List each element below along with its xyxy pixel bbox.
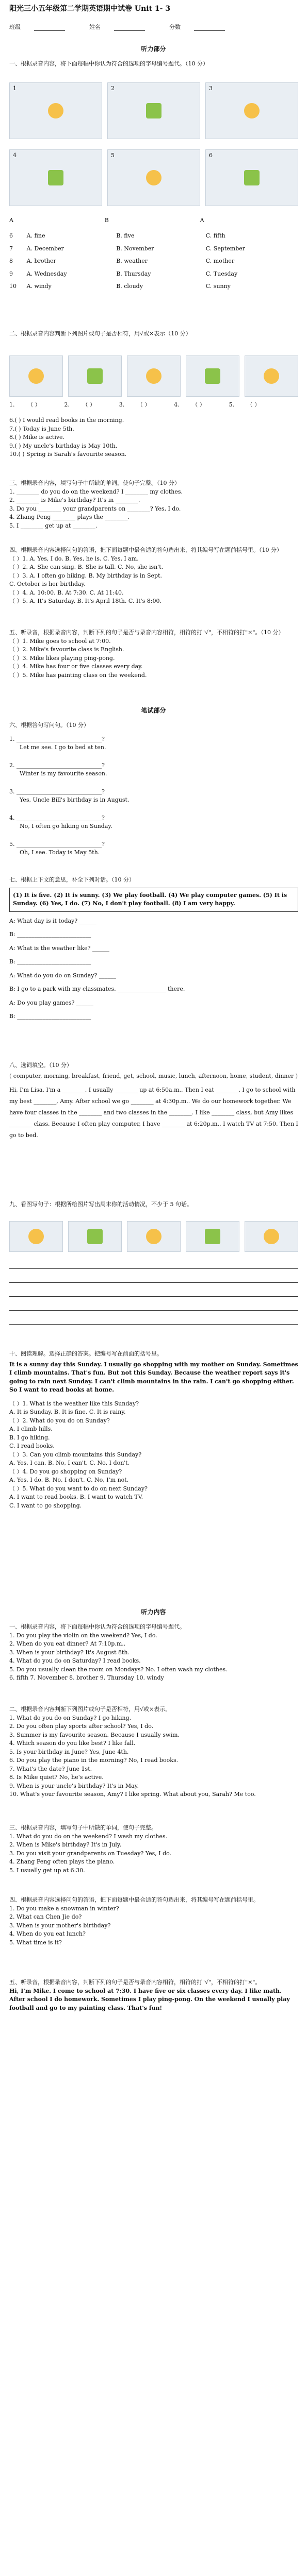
answer-text: Yes, Uncle Bill's birthday is in August.	[20, 796, 130, 803]
section-1-instruction: 一、根据录音内容，将下面每幅中你认为符合的选项的字母编号题代。（10 分）	[9, 60, 208, 67]
script-section-1	[9, 1623, 298, 1683]
writing-line[interactable]	[9, 1302, 298, 1311]
section-2-instruction: 二、根据录音内容判断下列图片或句子是否相符，用√或×表示（10 分）	[9, 330, 191, 337]
list-item[interactable]: （ ）1. A. Yes, I do. B. Yes, he is. C. Yes, I am.	[9, 555, 139, 562]
dialogue-line[interactable]: B: I go to a park with my classmates. _________________ there.	[9, 986, 185, 992]
section-9-instruction: 九、看图写句子：根据所给图片写出周末你的活动情况，不少于 5 句话。	[9, 1201, 192, 1208]
list-item: A. I want to read books. B. I want to watch TV.	[9, 1494, 143, 1500]
list-item[interactable]: 6.( ) I would read books in the morning.	[9, 417, 124, 423]
picture-icon	[244, 103, 260, 118]
writing-line[interactable]	[9, 1260, 298, 1269]
picture-icon	[87, 1229, 103, 1244]
picture-4	[186, 1221, 239, 1252]
picture-4	[186, 355, 239, 397]
list-item: 3. When is your mother's birthday?	[9, 1922, 111, 1929]
picture-icon	[244, 170, 260, 185]
answer-slot[interactable]: 4. （ ）	[174, 401, 205, 408]
list-item: 6. Do you play the piano in the morning? No, I read books.	[9, 1757, 179, 1764]
dialogue-line[interactable]: B: __________________________	[9, 958, 91, 965]
picture-6: 6	[205, 149, 298, 206]
picture-4: 4	[9, 149, 102, 206]
list-item: 3. Do you visit your grandparents on Tuesday? Yes, I do.	[9, 1850, 172, 1857]
section-3-instruction: 三、根据录音内容，填写句子中所缺的单词，使句子完整。（10 分）	[9, 480, 180, 486]
list-item[interactable]: （ ）4. A. 10:00. B. At 7:30. C. At 11:40.	[9, 589, 124, 596]
answer-slot[interactable]: 2. （ ）	[64, 401, 95, 408]
list-item: 4. When do you eat lunch?	[9, 1930, 86, 1937]
list-item[interactable]: 5. I ________ get up at ________.	[9, 522, 98, 529]
picture-3: 3	[205, 82, 298, 139]
list-item[interactable]: （ ）4. Mike has four or five classes every day.	[9, 663, 143, 670]
section-4-instruction: 四、根据录音内容选择问句的答语，把下面每题中最合适的答句选出来，将其编号写在题前括号里。（10 分）	[9, 547, 282, 553]
answer-text: Winter is my favourite season.	[20, 770, 107, 777]
list-item: C. I read books.	[9, 1443, 55, 1449]
list-item[interactable]: 7.( ) Today is June 5th.	[9, 425, 74, 432]
question-line[interactable]: 3. ______________________________?	[9, 788, 105, 795]
script-section-5	[9, 1978, 298, 2012]
dialogue-line[interactable]: A: What day is it today? ______	[9, 917, 96, 924]
question-line[interactable]: 5. ______________________________?	[9, 840, 105, 848]
picture-icon	[28, 1229, 44, 1244]
script-4-instruction: 四、根据录音内容选择问句的答语，把下面每题中最合适的答句选出来，将其编号写在题前括号里。	[9, 1896, 259, 1903]
list-item: 3. When is your birthday? It's August 8th.	[9, 1649, 130, 1656]
question-line[interactable]: 2. ______________________________?	[9, 761, 105, 769]
script-1-instruction: 一、根据录音内容，将下面每幅中你认为符合的选项的字母编号题代。	[9, 1623, 185, 1630]
list-item[interactable]: 3. Do you ________ your grandparents on ________? Yes, I do.	[9, 505, 181, 512]
word-bank: ( computer, morning, breakfast, friend, get, school, music, lunch, afternoon, home, student, dinner )	[9, 1072, 298, 1079]
answer-text: Let me see. I go to bed at ten.	[20, 744, 106, 751]
picture-2: 2	[107, 82, 200, 139]
list-item[interactable]: （ ）5. What do you want to do on next Sunday?	[9, 1485, 148, 1492]
section-4	[9, 546, 298, 606]
score-blank[interactable]	[194, 25, 225, 31]
picture-icon	[264, 1229, 279, 1244]
section-5-instruction: 五、听录音，根据录音内容，判断下列的句子是否与录音内容相符，相符的打"√"，不相符的打"×"。（10 分）	[9, 629, 284, 636]
section-1-choices	[9, 232, 298, 295]
list-item: A. Yes, I can. B. No, I can't. C. No, I don't.	[9, 1460, 130, 1466]
script-section-3	[9, 1824, 298, 1875]
picture-icon	[205, 368, 220, 384]
list-item: 6. fifth 7. November 8. brother 9. Thursday 10. windy	[9, 1674, 164, 1681]
list-item: 4. Zhang Peng often plays the piano.	[9, 1858, 115, 1865]
list-item: 1. What do you do on Sunday? I go hiking.	[9, 1714, 132, 1721]
list-item: C. I want to go shopping.	[9, 1502, 82, 1509]
list-item: 3. Summer is my favourite season. Because I usually swim.	[9, 1731, 180, 1738]
cloze-passage[interactable]: Hi, I'm Lisa. I'm a ________. I usually ________ up at 6:50a.m.. Then I eat ________. I go to school with my best ________, Amy. After school we go ________ at 4:30p.m.. We do our homework together. We have four classes in the ________ and two classes in the ________. I like ________ class, but Amy likes ________ class. Because I often play computer, I have ________ at 6:20p.m.. I watch TV at 7:50. Then I go to bed.	[9, 1087, 298, 1139]
section-8	[9, 1061, 298, 1141]
choice-row: 8 A. brother B. weather C. mother	[9, 258, 235, 264]
list-item: 1. Do you play the violin on the weekend? Yes, I do.	[9, 1632, 157, 1639]
word-box: (1) It is five. (2) It is sunny. (3) We play football. (4) We play computer games. (5) It is Sunday. (6) Yes, I do. (7) No, I don't play football. (8) I am very happy.	[9, 888, 298, 912]
section-10	[9, 1350, 298, 1510]
script-passage: Hi, I'm Mike. I come to school at 7:30. I have five or six classes every day. I like math. After school I do homework. Sometimes I play ping-pong. On the weekend I usually play football and go to my painting class. That's fun!	[9, 1987, 290, 2011]
list-item: 7. What's the date? June 1st.	[9, 1765, 92, 1772]
name-blank[interactable]	[114, 25, 145, 31]
list-item: 8. Is Mike quiet? No, he's active.	[9, 1774, 104, 1781]
section-1-pictures-row1	[9, 82, 298, 139]
section-1-pictures-row2	[9, 149, 298, 206]
picture-1	[9, 1221, 63, 1252]
choice-row: 10 A. windy B. cloudy C. sunny	[9, 283, 231, 290]
list-item: 2. Do you often play sports after school? Yes, I do.	[9, 1723, 154, 1730]
script-5-instruction: 五、听录音，根据录音内容，判断下列的句子是否与录音内容相符，相符的打"√"，不相符的打"×"。	[9, 1979, 261, 1986]
picture-5	[245, 1221, 298, 1252]
list-item[interactable]: 8.( ) Mike is active.	[9, 434, 65, 440]
list-item[interactable]: （ ）3. Can you climb mountains this Sunday?	[9, 1451, 142, 1458]
choice-row: 6 A. fine B. five C. fifth	[9, 232, 225, 239]
list-item[interactable]: （ ）2. Mike's favourite class is English.	[9, 646, 124, 653]
section-8-instruction: 八、选词填空。（10 分）	[9, 1062, 72, 1069]
list-item: A. Yes, I do. B. No, I don't. C. No, I'm not.	[9, 1477, 129, 1483]
section-9-pictures	[9, 1221, 298, 1252]
section-5	[9, 629, 298, 680]
writing-line[interactable]	[9, 1288, 298, 1297]
score-field: 分数	[169, 23, 236, 31]
list-item[interactable]: （ ）1. Mike goes to school at 7:00.	[9, 637, 111, 645]
picture-icon	[205, 1229, 220, 1244]
writing-line[interactable]	[9, 1316, 298, 1325]
list-item[interactable]: （ ）3. A. I often go hiking. B. My birthday is in Sept.	[9, 572, 162, 579]
list-item: A. I climb hills.	[9, 1426, 53, 1432]
written-heading: 笔试部分	[141, 707, 166, 714]
writing-line[interactable]	[9, 1274, 298, 1283]
class-field: 班级	[9, 23, 76, 31]
picture-icon	[146, 1229, 161, 1244]
script-section-4	[9, 1896, 298, 1947]
dialogue-line[interactable]: A: Do you play games? ______	[9, 999, 93, 1006]
list-item: 2. When is Mike's birthday? It's in July.	[9, 1841, 122, 1848]
list-item: 5. I usually get up at 6:30.	[9, 1867, 85, 1874]
choice-row: 7 A. December B. November C. September	[9, 245, 246, 252]
list-item: 5. Do you usually clean the room on Mondays? No. I often wash my clothes.	[9, 1666, 228, 1673]
picture-3	[127, 1221, 181, 1252]
answer-slot[interactable]: 3. （ ）	[119, 401, 151, 408]
script-2-instruction: 二、根据录音内容判断下列图片或句子是否相符，用√或×表示。	[9, 1706, 171, 1713]
name-field: 姓名	[89, 23, 156, 31]
picture-2	[68, 355, 122, 397]
section-7	[9, 876, 298, 1021]
dialogue-line[interactable]: B: __________________________	[9, 931, 91, 938]
list-item[interactable]: （ ）5. A. It's Saturday. B. It's April 18th. C. It's 8:00.	[9, 598, 161, 604]
student-info	[9, 23, 298, 31]
dialogue-line[interactable]: A: What do you do on Sunday? ______	[9, 972, 116, 979]
list-item: B. I go hiking.	[9, 1434, 50, 1441]
section-2-answer-row	[9, 401, 298, 410]
picture-1: 1	[9, 82, 102, 139]
section-1-letters: A B A	[9, 217, 204, 224]
section-6-instruction: 六、根据答句写问句。（10 分）	[9, 722, 89, 728]
picture-icon	[146, 170, 161, 185]
choice-row: 9 A. Wednesday B. Thursday C. Tuesday	[9, 270, 238, 277]
list-item: C. October is her birthday.	[9, 581, 86, 587]
listening-heading: 听力部分	[141, 45, 166, 53]
picture-icon	[48, 170, 63, 185]
answer-slot[interactable]: 1. （ ）	[9, 401, 41, 408]
picture-icon	[87, 368, 103, 384]
list-item: 9. When is your uncle's birthday? It's in May.	[9, 1782, 139, 1789]
answer-text: Oh, I see. Today is May 5th.	[20, 849, 100, 856]
list-item[interactable]: 10.( ) Spring is Sarah's favourite season.	[9, 451, 127, 457]
picture-icon	[48, 103, 63, 118]
dialogue-line[interactable]: A: What is the weather like? ______	[9, 944, 110, 952]
list-item: 10. What's your favourite season, Amy? I like spring. What about you, Sarah? Me too.	[9, 1791, 256, 1798]
question-line[interactable]: 1. ______________________________?	[9, 735, 105, 742]
list-item: 4. What do you do on Saturday? I read books.	[9, 1657, 141, 1664]
picture-1	[9, 355, 63, 397]
reading-passage: It is a sunny day this Sunday. I usually go shopping with my mother on Sunday. Sometimes I climb mountains. That's fun. But not this Sunday. Because the weather report says it's going to rain next Sunday. I can't climb mountains in the rain. I can't go shopping either. So I want to read books at home.	[9, 1361, 298, 1393]
list-item[interactable]: （ ）3. Mike likes playing ping-pong.	[9, 654, 115, 662]
list-item: 1. What do you do on the weekend? I wash my clothes.	[9, 1833, 168, 1840]
picture-icon	[28, 368, 44, 384]
list-item: 2. When do you eat dinner? At 7:10p.m..	[9, 1640, 126, 1647]
script-3-instruction: 三、根据录音内容，填写句子中所缺的单词，使句子完整。	[9, 1824, 157, 1831]
list-item[interactable]: （ ）2. A. She can sing. B. She is tall. C. No, she isn't.	[9, 564, 164, 570]
section-2-pictures	[9, 355, 298, 397]
class-blank[interactable]	[34, 25, 65, 31]
picture-5: 5	[107, 149, 200, 206]
page-title: 阳光三小五年级第二学期英语期中试卷 Unit 1- 3	[9, 5, 171, 13]
picture-icon	[146, 103, 161, 118]
dialogue-line[interactable]: B: __________________________	[9, 1013, 91, 1020]
script-heading: 听力内容	[141, 1608, 166, 1616]
section-6	[9, 721, 298, 857]
list-item[interactable]: 9.( ) My uncle's birthday is May 10th.	[9, 442, 118, 449]
section-7-instruction: 七、根据上下文的意思，补全下列对话。（10 分）	[9, 876, 135, 883]
list-item[interactable]: （ ）2. What do you do on Sunday?	[9, 1417, 110, 1424]
picture-5	[245, 355, 298, 397]
list-item[interactable]: （ ）1. What is the weather like this Sunday?	[9, 1400, 139, 1407]
list-item[interactable]: （ ）4. Do you go shopping on Sunday?	[9, 1468, 122, 1475]
answer-text: No, I often go hiking on Sunday.	[20, 823, 112, 829]
script-section-2	[9, 1705, 298, 1799]
section-3	[9, 479, 298, 530]
section-10-instruction: 十、阅读理解。选择正确的答案。把编号写在前面的括号里。	[9, 1350, 163, 1357]
picture-icon	[264, 368, 279, 384]
list-item: 2. What can Chen Jie do?	[9, 1913, 82, 1920]
list-item: 4. Which season do you like best? I like fall.	[9, 1740, 136, 1747]
question-line[interactable]: 4. ______________________________?	[9, 814, 105, 821]
picture-icon	[146, 368, 161, 384]
list-item: 5. Is your birthday in June? Yes, June 4th.	[9, 1748, 129, 1755]
section-2-items	[9, 416, 298, 459]
list-item: 1. Do you make a snowman in winter?	[9, 1905, 119, 1912]
list-item[interactable]: 1. ________ do you do on the weekend? I ________ my clothes.	[9, 488, 183, 495]
answer-slot[interactable]: 5. （ ）	[229, 401, 261, 408]
list-item[interactable]: 2. ________ is Mike's birthday? It's in ________.	[9, 497, 140, 503]
list-item[interactable]: 4. Zhang Peng ________ plays the ________.	[9, 514, 130, 520]
list-item: 5. What time is it?	[9, 1939, 62, 1946]
picture-2	[68, 1221, 122, 1252]
writing-lines[interactable]	[9, 1257, 298, 1330]
list-item: A. It is Sunday. B. It is fine. C. It is rainy.	[9, 1409, 126, 1415]
list-item[interactable]: （ ）5. Mike has painting class on the weekend.	[9, 671, 147, 679]
picture-3	[127, 355, 181, 397]
